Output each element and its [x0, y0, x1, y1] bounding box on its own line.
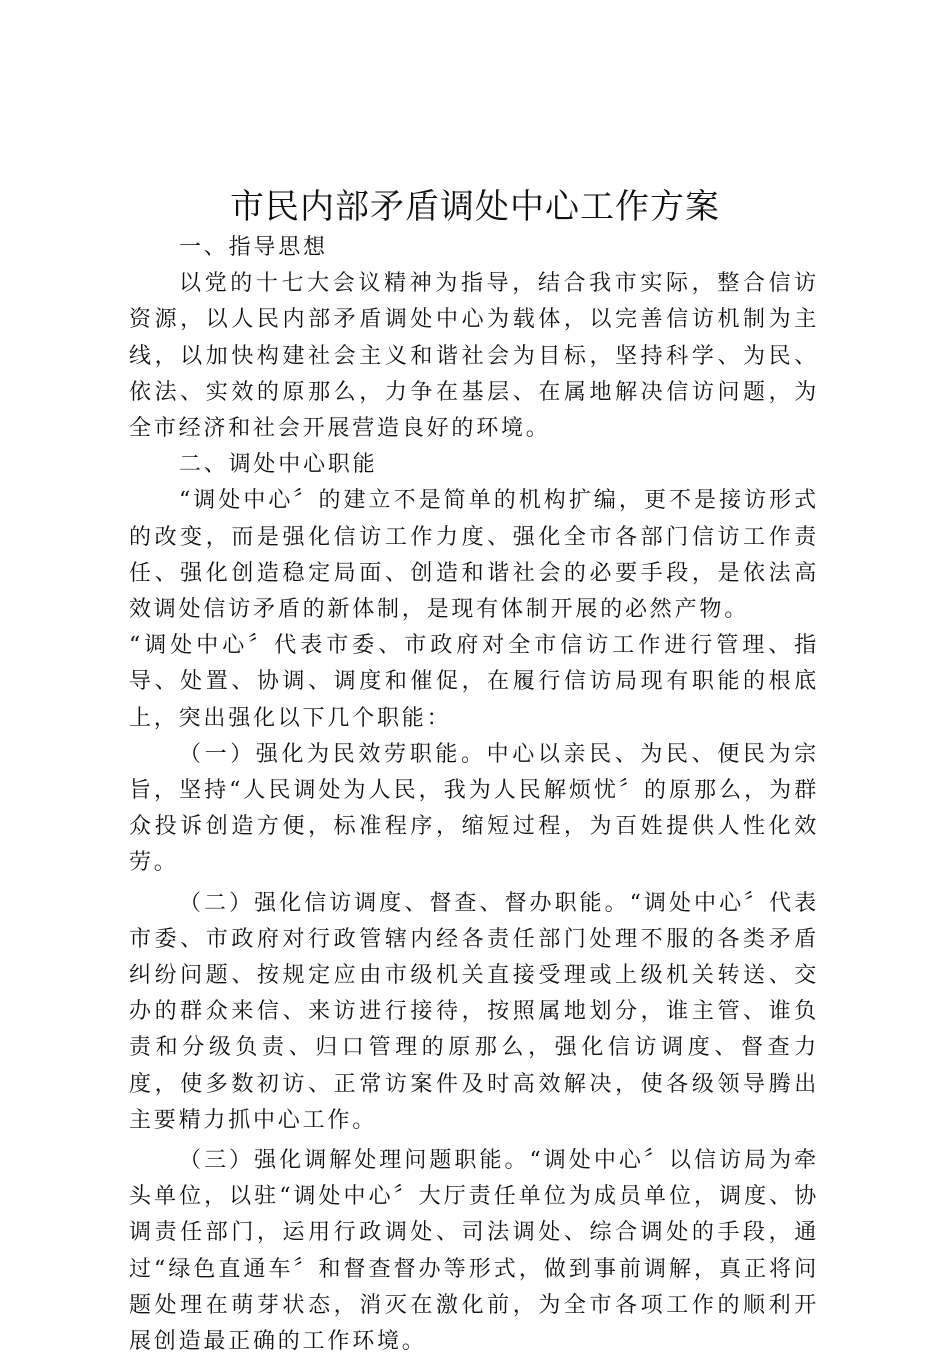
- list-item-service-function: （一）强化为民效劳职能。中心以亲民、为民、便民为宗旨，坚持“人民调处为人民，我为人民解烦忧〞的原那么，为群众投诉创造方便，标准程序，缩短过程，为百姓提供人性化效劳。: [129, 741, 819, 876]
- paragraph-center-purpose: “调处中心〞的建立不是简单的机构扩编，更不是接访形式的改变，而是强化信访工作力度、强化全市各部门信访工作责任、强化创造稳定局面、创造和谐社会的必要手段，是依法高效调处信访矛盾的新体制，是现有体制开展的必然产物。: [129, 488, 819, 623]
- paragraph-guiding-ideology: 以党的十七大会议精神为指导，结合我市实际，整合信访资源，以人民内部矛盾调处中心为载体，以完善信访机制为主线，以加快构建社会主义和谐社会为目标，坚持科学、为民、依法、实效的原那么，力争在基层、在属地解决信访问题，为全市经济和社会开展营造良好的环境。: [129, 271, 819, 442]
- list-item-mediation-function: （三）强化调解处理问题职能。“调处中心〞以信访局为牵头单位，以驻“调处中心〞大厅责任单位为成员单位，调度、协调责任部门，运用行政调处、司法调处、综合调处的手段，通过“绿色直通车〞和督查督办等形式，做到事前调解，真正将问题处理在萌芽状态，消灭在激化前，为全市各项工作的顺利开展创造最正确的工作环境。: [129, 1148, 819, 1355]
- section-heading-guiding-ideology: 一、指导思想: [179, 235, 328, 260]
- document-title: 市民内部矛盾调处中心工作方案: [230, 187, 720, 227]
- paragraph-center-role: “调处中心〞代表市委、市政府对全市信访工作进行管理、指导、处置、协调、调度和催促，在履行信访局现有职能的根底上，突出强化以下几个职能：: [129, 633, 819, 731]
- document-body: [129, 230, 819, 1360]
- list-item-dispatch-function: （二）强化信访调度、督查、督办职能。“调处中心〞代表市委、市政府对行政管辖内经各责任部门处理不服的各类矛盾纠纷问题、按规定应由市级机关直接受理或上级机关转送、交办的群众来信、来访进行接待，按照属地划分，谁主管、谁负责和分级负责、归口管理的原那么，强化信访调度、督查力度，使多数初访、正常访案件及时高效解决，使各级领导腾出主要精力抓中心工作。: [129, 890, 819, 1133]
- section-heading-center-functions: 二、调处中心职能: [179, 452, 378, 478]
